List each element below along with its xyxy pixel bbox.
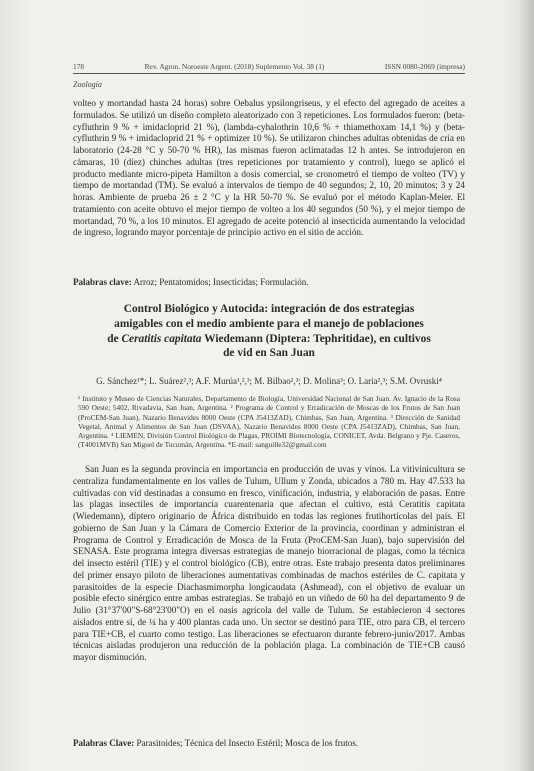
title-line: amigables con el medio ambiente para el manejo de poblaciones [114, 317, 424, 330]
continuation-paragraph: volteo y mortandad hasta 24 horas) sobre Oebalus ypsilongriseus, y el efecto del agregado de aceites a formulados. Se utilizó un diseño completo aleatorizado con 3 repeticiones. Los formulados fueron: (beta-cyfluthrin 9 % + imidacloprid 21 %), (lambda-cyhalothrin 10,6 % + thiamethoxam 14,1 %) y (beta-cyfluthrin 9 % + imidacloprid 21 % + optimizer 10 %). Se utilizaron chinches adultas obtenidas de cría en laboratorio (24-28 °C y 50-70 % HR), las mismas fueron aclimatadas 12 h antes. Se introdujeron en cámaras, 10 (diez) chinches adultas (tres repeticiones por tratamiento y control), luego se aplicó el producto mediante micro-pipeta Hamilton a dosis comercial, se cronometró el tiempo de volteo (TV) y tiempo de mortandad (TM). Se evaluó a intervalos de tiempo de 40 segundos; 2, 10, 20 minutos; 3 y 24 horas. Ambiente de prueba 26 ± 2 °C y la HR 50-70 %. Se evaluó por el método Kaplan-Meier. El tratamiento con aceite obtuvo el mejor tiempo de volteo a los 40 segundos (50 %), y el mejor tiempo de mortandad, 70 %, a los 10 minutos. El agregado de aceite potenció al insecticida aumentando la velocidad de ingreso, logrando mayor porcentaje de principio activo en el sitio de acción. [73, 98, 465, 238]
author-list: G. Sánchez¹*; L. Suárez²,³; A.F. Murúa¹,²,³; M. Bilbao²,³; D. Molina³; O. Laria²,³; S.M. Ovruski⁴ [96, 376, 442, 386]
title-text: Wiedemann (Diptera: Tephritidae), en cultivos [201, 332, 431, 345]
keywords [73, 738, 465, 750]
title-line: Control Biológico y Autocida: integración de dos estrategias [123, 303, 415, 315]
page-number: 178 [73, 62, 85, 71]
keywords-label: Palabras clave: [73, 277, 132, 287]
title-species: Ceratitis capitata [121, 332, 202, 345]
running-header [73, 62, 465, 74]
keywords-text: Parasitoides; Técnica del Insecto Estéril; Mosca de los frutos. [136, 738, 359, 748]
title-line: de vid en San Juan [223, 347, 315, 360]
title-text: de [107, 332, 122, 345]
keywords-previous [73, 277, 465, 289]
abstract [73, 464, 465, 664]
keywords-label: Palabras Clave: [73, 738, 135, 748]
abstract-paragraph: San Juan es la segunda provincia en importancia en producción de uvas y vinos. La vitivinicultura se centraliza fundamentalmente en los valles de Tulum, Ullum y Zonda, ubicados a 780 m. Hay 47.533 ha cultivadas con vid destinadas a consumo en fresco, vinificación, industria, y elaboración de pasas. Entre las plagas insectiles de importancia cuarentenaria que afectan el cultivo, está Ceratitis capitata (Wiedemann), díptero originario de África distribuido en todas las regiones frutihortícolas del país. El gobierno de San Juan y la Cámara de Comercio Exterior de la provincia, coordinan y administran el Programa de Control y Erradicación de Mosca de la Fruta (ProCEM-San Juan), bajo supervisión del SENASA. Este programa integra diversas estrategias de manejo biorracional de plagas, como la técnica del insecto estéril (TIE) y el control biológico (CB), entre otras. Este trabajo presenta datos preliminares del primer ensayo piloto de liberaciones aumentativas combinadas de machos estériles de C. capitata y parasitoides de la especie Diachasmimorpha longicaudata (Ashmead), con el objetivo de evaluar un posible efecto sinérgico entre ambas estrategias. Se trabajó en un viñedo de 60 ha del departamento 9 de Julio (31°37'00"S-68°23'00"O) en el oasis agrícola del valle de Tulum. Se establecieron 4 sectores aislados entre sí, de ¼ ha y 400 plantas cada uno. Un sector se destinó para TIE, otro para CB, el tercero para TIE+CB, el cuarto como testigo. Las liberaciones se efectuaron durante febrero-junio/2017. Ambas técnicas aisladas produjeron una reducción de la población plaga. La combinación de TIE+CB causó mayor disminución. [73, 464, 465, 662]
journal-citation: Rev. Agron. Noroeste Argent. (2018) Suplemento Vol. 38 (1) [144, 62, 325, 71]
previous-abstract-continuation [73, 98, 465, 239]
affiliations: ¹ Instituto y Museo de Ciencias Naturales, Departamento de Biología, Universidad Nacional de San Juan. Av. Ignacio de la Rosa 590 Oeste; 5402, Rivadavia, San Juan, Argentina. ² Programa de Control y Erradicación de Moscas de los Frutos de San Juan (ProCEM-San Juan), Nazario Benavides 8000 Oeste (CPA J5413ZAD), Chimbas, San Juan, Argentina. ³ Dirección de Sanidad Vegetal, Animal y Alimentos de San Juan (DSVAA), Nazario Benavides 8000 Oeste (CPA J5413ZAD), Chimbas, San Juan, Argentina. ⁴ LIEMEN, División Control Biológico de Plagas, PROIMI Biotecnología, CONICET, Avda. Belgrano y Pje. Caseros, (T4001MVB) San Miguel de Tucumán, Argentina. *E-mail: sanguille32@gmail.com [78, 394, 460, 450]
section-tag: Zoología [73, 80, 102, 89]
page-shadow [518, 0, 534, 771]
issn: ISSN 0080-2069 (impresa) [384, 62, 465, 71]
article-title [73, 302, 465, 361]
title-line [73, 332, 465, 347]
keywords-text: Arroz; Pentatomidos; Insecticidas; Formulación. [133, 277, 309, 287]
